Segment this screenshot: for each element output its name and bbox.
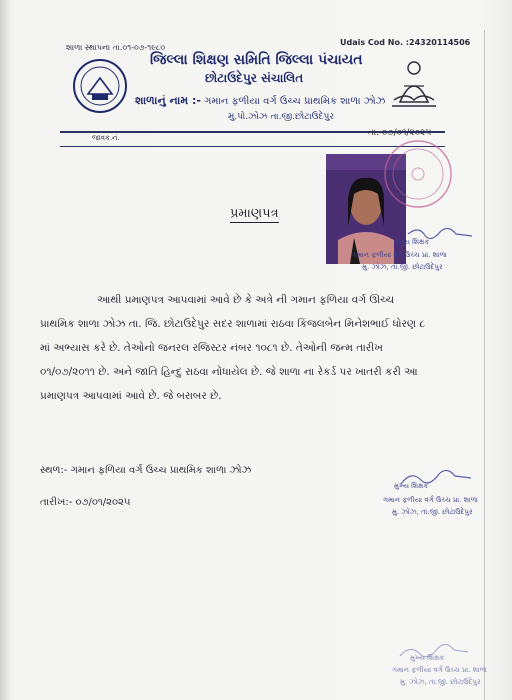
establishment-date: શાળા સ્થાપના તા.૦૧-૦૭-૧૯૮૦	[66, 43, 166, 52]
school-name-line	[135, 94, 385, 108]
outward-number-label: જાવક.નં.	[92, 134, 120, 142]
school-name-label: શાળાનું નામ :-	[135, 94, 201, 107]
school-name: ગમાન ફળીયા વર્ગ ઉચ્ચ પ્રાથમિક શાળા ઝોઝ	[204, 96, 386, 107]
page-margin-line	[484, 30, 485, 700]
stamp-designation-bottom: મુખ્ય શિક્ષક	[410, 654, 445, 662]
stamp-address-middle: મુ. ઝોઝ, તા.જી. છોટાઉદેપુર	[392, 508, 473, 516]
body-line: આથી પ્રમાણપત્ર આપવામાં આવે છે કે અત્રે ની ગમાન ફળિયા વર્ગ ઊચ્ચ	[97, 294, 395, 306]
stamp-school-bottom: ગમાન ફળીયા વર્ગ ઉચ્ચ પ્રા. શાળા	[392, 666, 487, 674]
stamp-designation-middle: મુખ્ય શિક્ષક	[394, 482, 429, 490]
saraswati-emblem-icon	[386, 56, 442, 112]
stamp-school-top: ગમાન ફળીયા વર્ગ ઉચ્ચ પ્રા. શાળા	[352, 251, 447, 259]
school-round-stamp-icon	[382, 138, 454, 210]
school-address: મુ.પો.ઝોઝ તા.જી.છોટાઉદેપુર	[228, 112, 334, 122]
stamp-designation-top: મુખ્ય શિક્ષક	[395, 238, 430, 246]
certificate-date: તારીખ:- ૦૭/૦૧/૨૦૨૫	[40, 497, 131, 508]
certificate-place: સ્થળ:- ગમાન ફળિયા વર્ગ ઉચ્ચ પ્રાથમિક શાળા ઝોઝ	[40, 465, 252, 476]
header-title-line2: છોટાઉદેપુર સંચાલિત	[205, 71, 304, 85]
stamp-address-top: મુ. ઝોઝ, તા.જી. છોટાઉદેપુર	[362, 263, 443, 271]
body-line: માં અભ્યાસ કરે છે. તેઓનો જનરલ રજિસ્ટર નંબર ૧૦૮૧ છે. તેઓની જન્મ તારીખ	[40, 342, 383, 354]
body-line: પ્રમાણપત્ર આપવામાં આવે છે. જે બરાબર છે.	[40, 390, 222, 402]
header-title-line1: જિલ્લા શિક્ષણ સમિતિ જિલ્લા પંચાયત	[150, 52, 363, 68]
page-edge-shadow	[0, 0, 10, 700]
body-line: પ્રાથમિક શાળા ઝોઝ તા. જિ. છોટાઉદેપુર સદર શાળામાં રાઠવા કિંજલબેન મિનેશભાઈ ધોરણ ૮	[40, 318, 426, 330]
stamp-address-bottom: મુ. ઝોઝ, તા.જી. છોટાઉદેપુર	[400, 678, 481, 686]
stamp-school-middle: ગમાન ફળીયા વર્ગ ઉચ્ચ પ્રા. શાળા	[383, 496, 478, 504]
panchayat-logo-icon	[72, 58, 128, 114]
certificate-title: પ્રમાણપત્ર	[230, 206, 279, 221]
certificate-body	[40, 288, 440, 408]
udise-code: Udais Cod No. :24320114506	[340, 38, 471, 47]
body-line: ૦૧/૦૭/૨૦૧૧ છે. અને જાતિ હિન્દુ રાઠવા નોંધાયેલ છે. જે શાળા ના રેકર્ડ પર ખાતરી કરી આ	[40, 366, 418, 378]
header-date: તા. ૦૭/૦૧/૨૦૨૫	[368, 128, 432, 138]
